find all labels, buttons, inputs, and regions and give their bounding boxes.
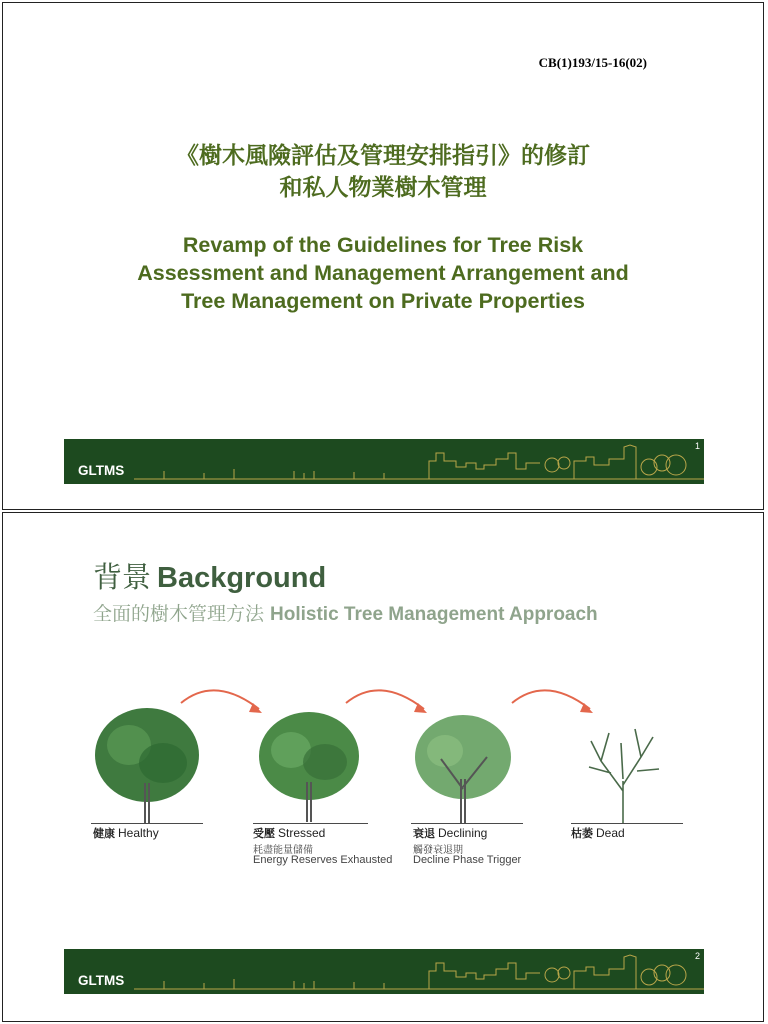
background-heading	[93, 555, 326, 596]
stage-baseline	[571, 823, 683, 824]
background-subheading	[93, 599, 598, 626]
title-english-line-1: Revamp of the Guidelines for Tree Risk	[182, 233, 584, 257]
heading-english: Background	[157, 562, 327, 594]
stage-label-declining: 衰退 Declining	[413, 826, 488, 840]
stage-sub-chinese-declining: 觸發衰退期	[413, 845, 463, 856]
page-number: 1	[694, 441, 700, 451]
footer-banner	[64, 439, 704, 484]
title-chinese-line-2: 和私人物業樹木管理	[279, 175, 487, 201]
stage-baseline	[411, 823, 523, 824]
heading-chinese: 背景	[93, 560, 152, 594]
stage-label-stressed: 受壓 Stressed	[253, 826, 326, 840]
stage-sub-chinese-stressed: 耗盡能量儲備	[253, 845, 313, 856]
slide-1	[2, 2, 764, 510]
stage-sub-english-stressed: Energy Reserves Exhausted	[253, 854, 393, 866]
tree-healthy-icon	[89, 703, 205, 825]
subheading-chinese: 全面的樹木管理方法	[93, 603, 265, 625]
slide-2	[2, 512, 764, 1022]
tree-declining-icon	[411, 709, 515, 825]
curved-arrow-icon	[506, 681, 601, 721]
title-chinese-line-1: 《樹木風險評估及管理安排指引》的修訂	[176, 143, 590, 169]
title-english-line-2: Assessment and Management Arrangement and	[137, 261, 629, 285]
stage-label-healthy: 健康 Healthy	[93, 826, 159, 840]
tree-stressed-icon	[255, 706, 363, 824]
city-skyline-icon	[64, 439, 704, 484]
footer-banner	[64, 949, 704, 994]
title-english-line-3: Tree Management on Private Properties	[181, 289, 585, 313]
document-reference: CB(1)193/15-16(02)	[538, 55, 647, 70]
stage-sub-english-declining: Decline Phase Trigger	[413, 854, 522, 866]
tree-dead-icon	[581, 721, 665, 825]
stage-baseline	[91, 823, 203, 824]
subheading-english: Holistic Tree Management Approach	[270, 604, 598, 625]
stage-baseline	[253, 823, 368, 824]
city-skyline-icon	[64, 949, 704, 994]
footer-brand: GLTMS	[78, 463, 125, 478]
page-number: 2	[694, 951, 700, 961]
footer-brand: GLTMS	[78, 973, 125, 988]
stage-label-dead: 枯萎 Dead	[571, 826, 625, 840]
